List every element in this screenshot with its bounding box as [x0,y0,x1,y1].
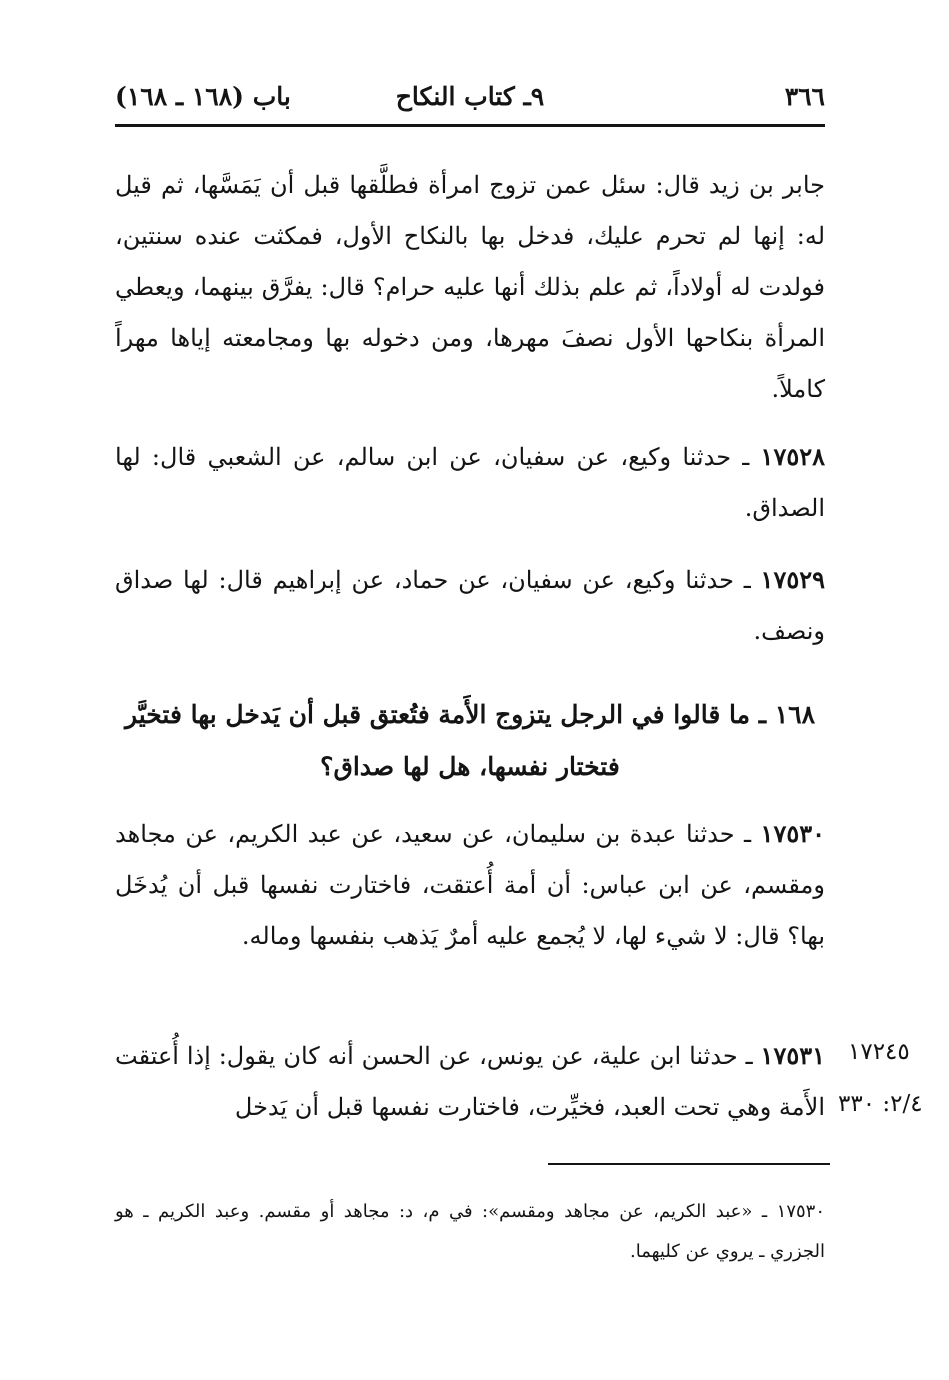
hadith-text: ـ حدثنا ابن علية، عن يونس، عن الحسن أنه كان يقول: إذا أُعتقت الأَمة وهي تحت العبد، فخيِّرت، فاختارت نفسها قبل أن يَدخل [115,1042,825,1121]
hadith-17528 [115,431,825,534]
hadith-text: ـ حدثنا وكيع، عن سفيان، عن ابن سالم، عن الشعبي قال: لها الصداق. [115,443,825,522]
hadith-number: ١٧٥٣٠ [760,819,825,848]
paragraph-intro-text: جابر بن زيد قال: سئل عمن تزوج امرأة فطلَّقها قبل أن يَمَسَّها، ثم قيل له: إنها لم تحرم عليك، فدخل بها بالنكاح الأول، فمكثت عنده سنتين، فولدت له أولاداً، ثم علم بذلك أنها عليه حرام؟ قال: يفرَّق بينهما، ويعطي المرأة بنكاحها الأول نصفَ مهرها، ومن دخوله بها ومجامعته إياها مهراً كاملاً. [115,171,826,403]
hadith-number: ١٧٥٣١ [760,1041,825,1070]
chapter-heading: ١٦٨ ـ ما قالوا في الرجل يتزوج الأَمة فتُعتق قبل أن يَدخل بها فتخيَّر فتختار نفسها، هل لها صداق؟ [124,700,816,781]
running-header [115,78,825,120]
footnote: ١٧٥٣٠ ـ «عبد الكريم، عن مجاهد ومقسم»: في م، د: مجاهد أو مقسم. وعبد الكريم ـ هو الجزري ـ يروي عن كليهما. [115,1201,825,1262]
hadith-17530 [115,808,825,962]
hadith-17529 [115,554,825,657]
hadith-number: ١٧٥٢٨ [760,442,825,471]
chapter-range: باب (١٦٨ ـ ١٦٨) [115,82,291,111]
hadith-text: ـ حدثنا عبدة بن سليمان، عن سعيد، عن عبد الكريم، عن مجاهد ومقسم، عن ابن عباس: أن أمة أُعتقت، فاختارت نفسها قبل أن يُدخَل بها؟ قال: لا شيء لها، لا يُجمع عليه أمرٌ يَذهب بنفسها وماله. [115,820,825,950]
hadith-number: ١٧٥٢٩ [760,565,825,594]
paragraph-intro [115,160,825,415]
book-title: ٩ـ كتاب النكاح [395,82,545,111]
header-rule [115,124,825,127]
footnote-rule [548,1163,830,1165]
page-number: ٣٦٦ [784,82,825,111]
margin-cross-reference: ١٧٢٤٥ [848,1039,910,1065]
hadith-17531 [115,1030,825,1133]
hadith-text: ـ حدثنا وكيع، عن سفيان، عن حماد، عن إبراهيم قال: لها صداق ونصف. [115,566,825,645]
margin-volume-page: ٢/٤: ٣٣٠ [838,1091,923,1117]
